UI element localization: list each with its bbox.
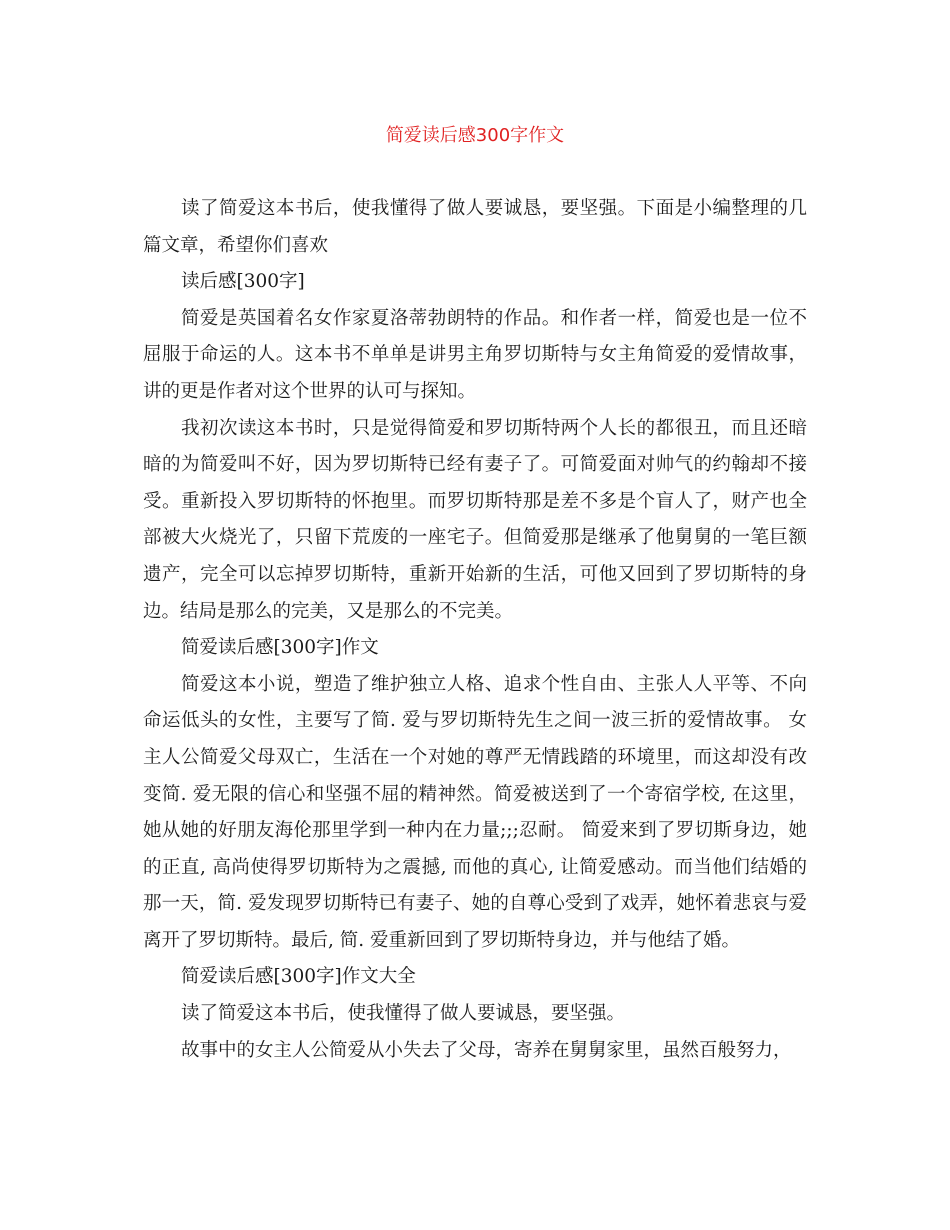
section-heading: 简爱读后感[300字]作文大全 (181, 966, 416, 988)
section-heading: 读后感[300字] (181, 271, 305, 293)
body-paragraph: 我初次读这本书时，只是觉得简爱和罗切斯特两个人长的都很丑，而且还暗暗的为简爱叫不好，因为罗切斯特已经有妻子了。可简爱面对帅气的约翰却不接受。重新投入罗切斯特的怀抱里。而罗切斯特那是差不多是个盲人了，财产也全部被大火烧光了，只留下荒废的一座宅子。但简爱那是继承了他舅舅的一笔巨额遗产，完全可以忘掉罗切斯特，重新开始新的生活，可他又回到了罗切斯特的身边。结局是那么的完美，又是那么的不完美。 (143, 417, 807, 622)
body-paragraph: 简爱这本小说，塑造了维护独立人格、追求个性自由、主张人人平等、不向命运低头的女性，主要写了简. 爱与罗切斯特先生之间一波三折的爱情故事。 女主人公简爱父母双亡，生活在一个对她的尊严无情践踏的环境里，而这却没有改变简. 爱无限的信心和坚强不屈的精神然。简爱被送到了一个寄宿学校, 在这里，她从她的好朋友海伦那里学到一种内在力量;;;忍耐。 简爱来到了罗切斯身边，她的正直, 高尚使得罗切斯特为之震撼, 而他的真心, 让简爱感动。而当他们结婚的那一天，简. 爱发现罗切斯特已有妻子、她的自尊心受到了戏弄，她怀着悲哀与爱离开了罗切斯特。最后, 简. 爱重新回到了罗切斯特身边，并与他结了婚。 (143, 673, 807, 951)
body-paragraph: 读了简爱这本书后，使我懂得了做人要诚恳，要坚强。 (181, 1003, 626, 1025)
document-title: 简爱读后感300字作文 (385, 125, 565, 146)
document-body (143, 191, 807, 1069)
section-heading: 简爱读后感[300字]作文 (181, 637, 379, 659)
body-paragraph: 故事中的女主人公简爱从小失去了父母，寄养在舅舅家里，虽然百般努力， (181, 1039, 792, 1061)
body-paragraph: 简爱是英国着名女作家夏洛蒂勃朗特的作品。和作者一样，简爱也是一位不屈服于命运的人。这本书不单单是讲男主角罗切斯特与女主角简爱的爱情故事，讲的更是作者对这个世界的认可与探知。 (143, 307, 807, 402)
intro-paragraph: 读了简爱这本书后，使我懂得了做人要诚恳，要坚强。下面是小编整理的几篇文章，希望你们喜欢 (143, 198, 807, 256)
